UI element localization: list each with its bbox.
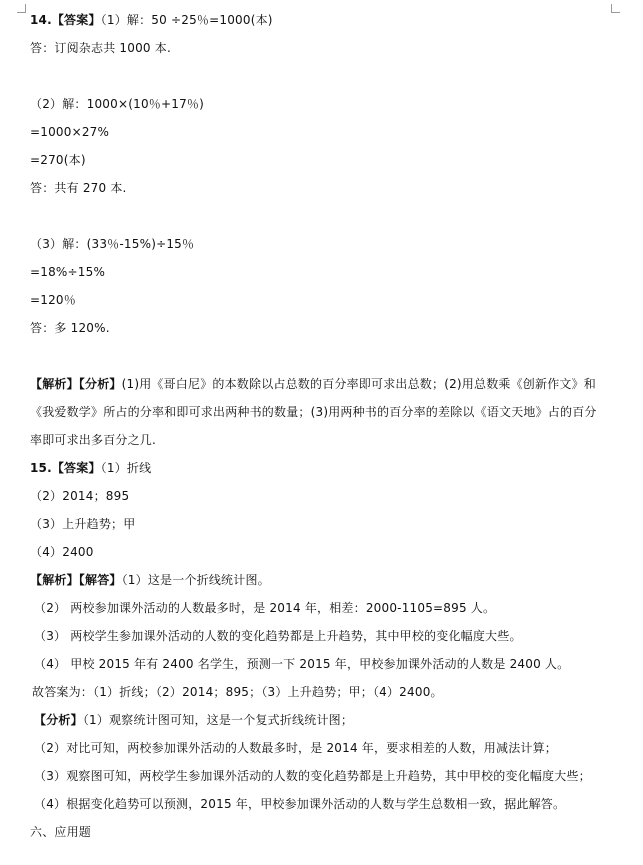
q15-fenxi-tag: 【分析】 <box>34 713 83 727</box>
q15-analysis-head <box>30 572 270 588</box>
page-corner-mark-left <box>17 4 26 13</box>
q15-solution3: （3） 两校学生参加课外活动的人数的变化趋势都是上升趋势，其中甲校的变化幅度大些。 <box>34 629 522 643</box>
q14-part2-step2: =270(本) <box>30 153 86 167</box>
q15-part2: （2）2014；895 <box>30 489 130 503</box>
q14-answer2: 答：共有 270 本. <box>30 181 127 195</box>
q15-answer-tag: 15.【答案】 <box>30 461 101 475</box>
q14-analysis-line1 <box>30 376 596 392</box>
page-corner-mark-right <box>611 4 620 13</box>
q15-fenxi-line4: （4）根据变化趋势可以预测，2015 年，甲校参加课外活动的人数与学生总数相一致，据此解答。 <box>34 797 566 811</box>
q14-answer3: 答：多 120%. <box>30 321 110 335</box>
q14-analysis-line2: 《我爱数学》所占的分率和即可求出两种书的数量；(3)用两种书的百分率的差除以《语文天地》占的百分 <box>30 405 597 419</box>
q14-part2-head: （2）解：1000×(10％+17％) <box>30 97 204 111</box>
q14-answer-tag: 14.【答案】 <box>30 13 101 27</box>
q15-analysis-text: （1）这是一个折线统计图。 <box>121 573 270 587</box>
q14-part1: （1）解：50 ÷25％=1000(本) <box>100 13 273 27</box>
q15-part1: （1）折线 <box>100 461 152 475</box>
q14-part3-step2: =120％ <box>30 293 76 307</box>
section-six-heading: 六、应用题 <box>30 825 92 839</box>
q14-part2-step1: =1000×27% <box>30 125 110 139</box>
q15-fenxi-line2: （2）对比可知，两校参加课外活动的人数最多时，是 2014 年，要求相差的人数，用减法计算； <box>34 741 558 755</box>
q15-fenxi-text1: （1）观察统计图可知，这是一个复式折线统计图； <box>82 713 354 727</box>
q15-part3: （3）上升趋势；甲 <box>30 517 136 531</box>
q14-part3-step1: =18%÷15% <box>30 265 106 279</box>
q15-part4: （4）2400 <box>30 545 94 559</box>
q15-analysis-tag: 【解析】【解答】 <box>30 573 122 587</box>
q15-solution2: （2） 两校参加课外活动的人数最多时，是 2014 年，相差：2000-1105=895 人。 <box>34 601 496 615</box>
q15-fenxi-line3: （3）观察图可知，两校学生参加课外活动的人数的变化趋势都是上升趋势，其中甲校的变化幅度大些； <box>34 769 591 783</box>
q14-answer1: 答：订阅杂志共 1000 本. <box>30 41 171 55</box>
q14-part3-head: （3）解：(33％-15%)÷15％ <box>30 237 195 251</box>
q15-answer-line <box>30 460 151 476</box>
q14-analysis-tag: 【解析】【分析】 <box>30 377 122 391</box>
q14-analysis-line3: 率即可求出多百分之几. <box>30 433 157 447</box>
q15-solution4: （4） 甲校 2015 年有 2400 名学生，预测一下 2015 年，甲校参加课外活动的人数是 2400 人。 <box>34 657 570 671</box>
q15-fenxi-line1 <box>34 712 353 728</box>
q15-summary: 故答案为：（1）折线；（2）2014；895；（3）上升趋势；甲；（4）2400。 <box>32 685 443 699</box>
q14-answer-line <box>30 12 273 28</box>
q14-analysis-text1: (1)用《哥白尼》的本数除以占总数的百分率即可求出总数；(2)用总数乘《创新作文》和 <box>121 377 597 391</box>
